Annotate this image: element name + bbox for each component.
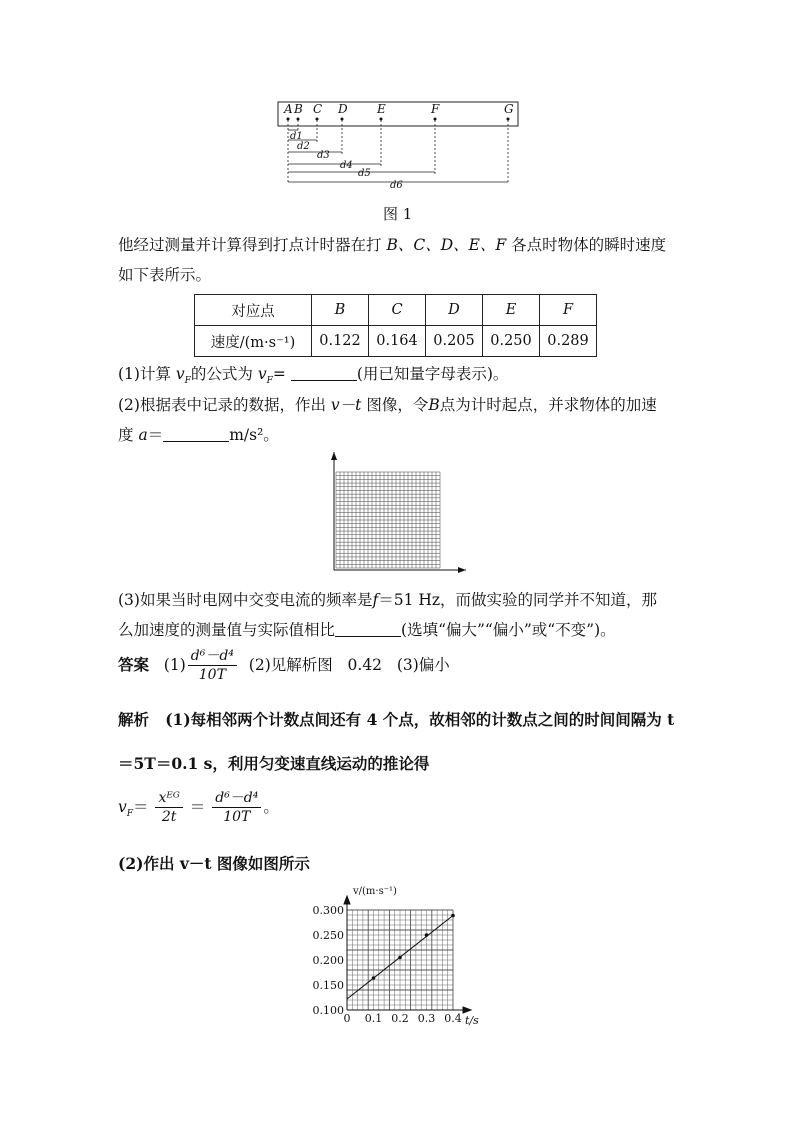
table-cell: 0.122 <box>312 326 369 357</box>
q3-text-c: 么加速度的测量值与实际值相比 <box>118 621 336 639</box>
q2-B: B <box>428 396 440 414</box>
analysis-line4: (2)作出 v－t 图像如图所示 <box>118 854 310 873</box>
table-cell: 0.289 <box>540 326 597 357</box>
y-tick-label: 0.250 <box>312 929 344 942</box>
x-tick-label: 0 <box>343 1012 351 1025</box>
q1-eq: = <box>272 365 286 383</box>
table-header-cell: C <box>369 295 426 326</box>
table-row <box>195 326 597 357</box>
answer-part2: (2)见解析图 <box>248 656 333 674</box>
q2-unit: m/s²。 <box>229 426 279 444</box>
point-F-label: F <box>431 102 440 116</box>
q1-v: v <box>175 365 185 383</box>
answer-part4: (3)偏小 <box>396 656 450 674</box>
q2-a: a <box>138 426 148 444</box>
q1-sub2: F <box>266 376 273 387</box>
fraction-1-numerator: xᴱᴳ <box>155 790 182 808</box>
q2-vt: v－t <box>330 396 362 414</box>
data-point <box>398 956 402 960</box>
figure1-caption: 图 1 <box>383 205 413 223</box>
y-tick-label: 0.200 <box>312 954 344 967</box>
q3-text-a: (3)如果当时电网中交变电流的频率是 <box>118 591 373 609</box>
table-cell: 0.205 <box>426 326 483 357</box>
intro-line2: 如下表所示。 <box>118 266 212 284</box>
q2-text-b: 图像，令 <box>366 396 429 414</box>
point-D-label: D <box>338 102 348 116</box>
distance-d1: d1 <box>290 131 303 142</box>
q2-text-c: 点为计时起点，并求物体的加速 <box>439 396 657 414</box>
formula-end: 。 <box>263 798 279 816</box>
formula-eq2: ＝ <box>189 798 206 816</box>
question-2-line2 <box>118 423 279 445</box>
q3-text-d: (选填“偏大”“偏小”或“不变”)。 <box>401 621 616 639</box>
answer-denominator: 10T <box>198 667 226 683</box>
y-tick-label: 0.300 <box>312 904 344 917</box>
analysis-line2: ＝5T＝0.1 s，利用匀变速直线运动的推论得 <box>118 754 430 773</box>
q1-sub: F <box>184 376 191 387</box>
distance-d5: d5 <box>358 168 371 179</box>
q1-prefix: (1)计算 <box>118 365 171 383</box>
point-C-label: C <box>313 102 323 116</box>
data-point <box>372 976 376 980</box>
q3-f: f <box>372 591 379 609</box>
fraction-2-numerator: d⁶－d⁴ <box>212 790 261 808</box>
x-tick-label: 0.2 <box>391 1012 409 1025</box>
blank-grid <box>322 452 468 576</box>
y-tick-label: 0.150 <box>312 979 344 992</box>
distance-d3: d3 <box>317 150 330 161</box>
x-tick-label: 0.4 <box>444 1012 462 1025</box>
question-3-line1 <box>118 588 657 610</box>
question-2-line1 <box>118 393 657 415</box>
table-header-cell: D <box>426 295 483 326</box>
table-header-cell: F <box>540 295 597 326</box>
answer-blank[interactable] <box>163 440 229 442</box>
analysis-formula <box>118 790 279 826</box>
table-cell: 0.250 <box>483 326 540 357</box>
intro-line1 <box>118 233 666 255</box>
answer-fraction <box>188 648 237 684</box>
y-axis-arrow <box>344 896 350 904</box>
formula-fraction-2 <box>212 790 261 826</box>
analysis-line1 <box>118 708 674 730</box>
formula-v: v <box>118 798 127 816</box>
intro-points: B、C、D、E、F <box>386 236 507 254</box>
answer-numerator: d⁶－d⁴ <box>188 648 237 666</box>
table-cell: 0.164 <box>369 326 426 357</box>
point-E-label: E <box>377 102 386 116</box>
vt-chart <box>305 882 495 1032</box>
formula-v-sub: F <box>126 809 134 820</box>
q3-text-b: ＝51 Hz，而做实验的同学并不知道，那 <box>378 591 658 609</box>
q1-v2: v <box>257 365 267 383</box>
answer-line <box>118 648 450 684</box>
table-header-cell: B <box>312 295 369 326</box>
y-tick-label: 0.100 <box>312 1004 344 1017</box>
x-tick-label: 0.1 <box>364 1012 383 1025</box>
answer-label: 答案 <box>118 655 150 674</box>
q2-eq: ＝ <box>147 426 164 444</box>
fraction-1-denominator: 2t <box>161 809 177 825</box>
intro-text-c: 各点时物体的瞬时速度 <box>511 236 667 254</box>
answer-blank[interactable] <box>291 379 357 381</box>
fraction-2-denominator: 10T <box>223 809 251 825</box>
answer-part1: (1) <box>163 656 186 674</box>
y-axis-label: v/(m·s⁻¹) <box>353 886 397 897</box>
q1-suffix: (用已知量字母表示)。 <box>356 365 509 383</box>
table-header-cell: 对应点 <box>195 295 312 326</box>
table-row <box>195 295 597 326</box>
x-tick-label: 0.3 <box>417 1012 436 1025</box>
distance-d2: d2 <box>297 141 310 152</box>
question-3-line2 <box>118 618 616 640</box>
distance-d6: d6 <box>390 180 403 191</box>
analysis-label: 解析 <box>118 710 150 729</box>
analysis-text-1: (1)每相邻两个计数点间还有 4 个点，故相邻的计数点之间的时间间隔为 t <box>165 710 675 729</box>
point-A-label: A <box>284 102 293 116</box>
formula-eq1: ＝ <box>133 798 149 816</box>
intro-text-a: 他经过测量并计算得到打点计时器在打 <box>118 236 382 254</box>
data-point <box>425 933 429 937</box>
formula-fraction-1 <box>155 790 182 826</box>
speed-table <box>194 294 597 357</box>
x-axis-arrow <box>463 1007 471 1013</box>
data-point <box>451 914 455 918</box>
point-B-label: B <box>294 102 303 116</box>
q2-text-a: (2)根据表中记录的数据，作出 <box>118 396 326 414</box>
q1-mid: 的公式为 <box>190 365 253 383</box>
x-axis-label: t/s <box>465 1014 479 1027</box>
distance-d4: d4 <box>340 160 353 171</box>
question-1 <box>118 362 508 386</box>
answer-blank[interactable] <box>335 635 401 637</box>
q2-text-d: 度 <box>118 426 134 444</box>
point-G-label: G <box>504 102 514 116</box>
table-row-label: 速度/(m·s⁻¹) <box>195 326 312 357</box>
table-header-cell: E <box>483 295 540 326</box>
answer-part3: 0.42 <box>347 656 383 674</box>
tape-figure <box>270 96 530 192</box>
